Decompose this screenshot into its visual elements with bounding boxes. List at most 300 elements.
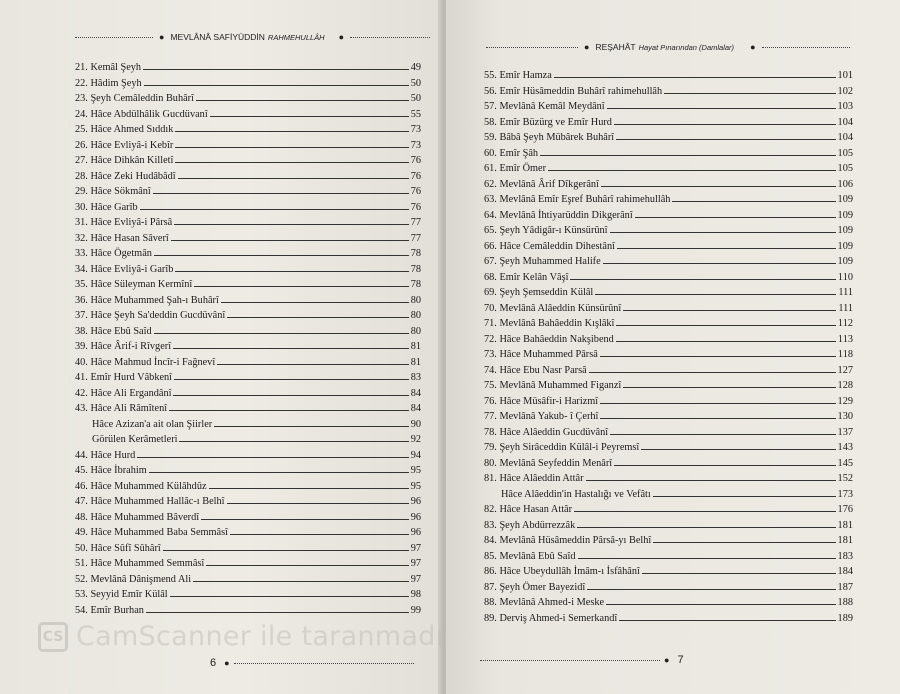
- toc-entry-title: 41. Emîr Hurd Vâbkenî: [75, 372, 173, 383]
- toc-entry: [75, 419, 421, 435]
- toc-entry-page: 109: [837, 194, 853, 205]
- toc-entry-page: 50: [410, 93, 421, 104]
- toc-leader-line: [171, 240, 409, 241]
- toc-entry-page: 152: [837, 473, 853, 484]
- toc-entry-title: 61. Emîr Ömer: [484, 163, 547, 174]
- toc-leader-line: [175, 147, 408, 148]
- toc-entry-page: 94: [410, 449, 421, 461]
- toc-entry-page: 104: [837, 132, 853, 143]
- camscanner-watermark: [38, 621, 444, 652]
- toc-entry: [484, 473, 853, 489]
- toc-leader-line: [154, 255, 409, 256]
- toc-entry-title: 80. Mevlânâ Seyfeddin Menârî: [484, 457, 613, 469]
- toc-entry: [484, 411, 853, 427]
- toc-entry: [75, 543, 421, 559]
- toc-entry-page: 50: [410, 77, 421, 89]
- toc-leader-line: [175, 162, 408, 163]
- toc-entry-title: 27. Hâce Dihkân Killetî: [75, 155, 174, 166]
- toc-entry-title: 81. Hâce Alâeddin Attâr: [484, 473, 584, 484]
- bullet-icon: ●: [584, 42, 590, 52]
- toc-entry-page: 98: [410, 589, 421, 600]
- toc-leader-line: [574, 511, 835, 512]
- toc-entry-title: 76. Hâce Müsâfir-i Harizmî: [484, 395, 599, 407]
- toc-leader-line: [607, 108, 836, 109]
- toc-entry-title: 89. Derviş Ahmed-i Semerkandî: [484, 612, 618, 624]
- toc-leader-line: [623, 387, 835, 388]
- toc-leader-line: [672, 201, 835, 202]
- toc-entry: [75, 589, 421, 605]
- toc-leader-line: [214, 426, 408, 427]
- toc-entry-title: 43. Hâce Ali Râmîtenî: [75, 403, 168, 414]
- toc-leader-line: [169, 410, 409, 411]
- toc-entry: [484, 535, 853, 551]
- header-subtitle: RAHMEHULLÂH: [267, 32, 325, 42]
- toc-entry-title: 78. Hâce Alâeddin Gucdüvânî: [484, 426, 609, 438]
- toc-entry-title: 52. Mevlânâ Dânişmend Ali: [75, 573, 192, 585]
- toc-entry-page: 112: [837, 318, 853, 329]
- toc-entry-page: 49: [410, 62, 421, 73]
- toc-leader-line: [179, 441, 408, 442]
- toc-entry-page: 176: [837, 504, 853, 515]
- toc-leader-line: [614, 465, 835, 466]
- toc-leader-line: [153, 193, 409, 194]
- bullet-icon: ●: [338, 32, 345, 42]
- toc-entry: [75, 109, 421, 125]
- toc-entry-title: 40. Hâce Mahmud İncîr-i Fağnevî: [75, 356, 216, 368]
- toc-entry-page: 97: [410, 542, 421, 554]
- toc-entry-title: 32. Hâce Hasan Sâverî: [75, 232, 169, 244]
- toc-entry-page: 127: [837, 364, 853, 376]
- toc-entry-title: 26. Hâce Evliyâ-i Kebîr: [75, 139, 174, 151]
- toc-entry: [484, 613, 853, 629]
- toc-entry-title: 66. Hâce Cemâleddin Dihestânî: [484, 240, 615, 252]
- toc-entry-page: 76: [410, 155, 421, 166]
- toc-entry-title: 51. Hâce Muhammed Semmâsî: [75, 558, 205, 569]
- toc-entry-page: 105: [837, 163, 853, 174]
- toc-entry-page: 96: [410, 496, 421, 507]
- toc-entry-title: 35. Hâce Süleyman Kermînî: [75, 279, 193, 290]
- toc-entry: [484, 241, 853, 257]
- toc-entry-page: 106: [837, 178, 853, 190]
- toc-entry: [75, 62, 421, 78]
- toc-entry-title: 22. Hâdim Şeyh: [75, 77, 142, 89]
- toc-leader-line: [616, 139, 835, 140]
- toc-entry: [75, 372, 421, 388]
- toc-entry-page: 96: [410, 511, 421, 523]
- toc-entry: [484, 582, 853, 598]
- toc-leader-line: [230, 534, 409, 535]
- toc-leader-line: [217, 364, 409, 365]
- toc-entry: [75, 496, 421, 512]
- toc-entry-title: 31. Hâce Evliyâ-i Pârsâ: [75, 217, 173, 228]
- toc-entry: [484, 318, 853, 334]
- toc-entry-title: 79. Şeyh Sirâceddin Külâl-i Peyremsî: [484, 442, 640, 453]
- toc-leader-line: [146, 612, 409, 613]
- toc-entry-page: 128: [837, 380, 853, 391]
- toc-entry-page: 102: [837, 85, 853, 97]
- left-running-header: [75, 32, 430, 42]
- toc-entry: [484, 365, 853, 381]
- toc-entry-title: 46. Hâce Muhammed Külâhdûz: [75, 480, 207, 492]
- toc-leader-line: [610, 434, 835, 435]
- toc-entry-page: 137: [837, 426, 853, 438]
- toc-entry-page: 173: [837, 488, 853, 500]
- toc-entry-page: 143: [837, 442, 853, 453]
- toc-entry: [484, 504, 853, 520]
- toc-entry-title: 53. Seyyid Emîr Külâl: [75, 589, 168, 600]
- toc-entry: [75, 217, 421, 233]
- toc-entry-page: 90: [410, 418, 421, 430]
- toc-entry-page: 84: [410, 403, 421, 414]
- right-toc-list: [484, 70, 853, 628]
- toc-entry: [484, 489, 853, 505]
- toc-entry-title: 87. Şeyh Ömer Bayezidî: [484, 581, 586, 593]
- toc-entry-page: 189: [837, 612, 853, 624]
- toc-leader-line: [227, 503, 409, 504]
- toc-leader-line: [140, 209, 409, 210]
- toc-entry-page: 77: [410, 232, 421, 244]
- toc-leader-line: [619, 620, 835, 621]
- toc-leader-line: [623, 310, 836, 311]
- toc-entry: [75, 388, 421, 404]
- toc-entry-page: 105: [837, 147, 853, 159]
- header-title: MEVLÂNÂ SAFİYÜDDİN: [170, 32, 265, 42]
- toc-leader-line: [178, 178, 409, 179]
- bullet-icon: ●: [750, 42, 756, 52]
- toc-entry-page: 76: [410, 170, 421, 182]
- left-page-footer: [210, 657, 414, 669]
- toc-entry: [75, 264, 421, 280]
- toc-leader-line: [201, 519, 409, 520]
- toc-entry: [75, 465, 421, 481]
- toc-entry-title: 84. Mevlânâ Hüsâmeddin Pârsâ-yı Belhî: [484, 535, 652, 546]
- toc-leader-line: [210, 116, 409, 117]
- toc-entry-title: 57. Mevlânâ Kemâl Meydânî: [484, 101, 605, 112]
- toc-entry-page: 183: [837, 550, 853, 562]
- toc-entry-page: 78: [410, 279, 421, 290]
- toc-entry: [484, 442, 853, 458]
- toc-entry: [75, 248, 421, 264]
- toc-entry-page: 110: [837, 271, 853, 283]
- toc-entry-title: 44. Hâce Hurd: [75, 449, 136, 461]
- toc-entry: [484, 551, 853, 567]
- toc-leader-line: [606, 604, 835, 605]
- toc-entry-title: 49. Hâce Muhammed Baba Semmâsî: [75, 527, 228, 538]
- toc-entry-page: 92: [410, 434, 421, 445]
- bullet-icon: ●: [664, 655, 670, 665]
- toc-leader-line: [653, 542, 835, 543]
- toc-leader-line: [206, 565, 408, 566]
- toc-entry-title: Görülen Kerâmetleri: [92, 434, 178, 445]
- toc-entry-title: 69. Şeyh Şemseddin Külâl: [484, 287, 594, 298]
- toc-entry: [75, 186, 421, 202]
- toc-entry: [75, 450, 421, 466]
- toc-entry-title: 62. Mevlânâ Ârif Dîkgerânî: [484, 178, 599, 190]
- toc-entry-title: 86. Hâce Ubeydullâh İmâm-ı İsfâhânî: [484, 566, 640, 577]
- toc-entry-title: 38. Hâce Ebû Saîd: [75, 325, 152, 337]
- page-number: 6: [210, 657, 217, 669]
- toc-entry-title: Hâce Azizan'a ait olan Şiirler: [92, 418, 213, 430]
- toc-entry-page: 77: [410, 217, 421, 228]
- toc-entry-page: 113: [837, 333, 853, 345]
- toc-entry-title: 24. Hâce Abdülhâlik Gucdüvanî: [75, 108, 208, 120]
- toc-leader-line: [610, 232, 836, 233]
- toc-entry: [75, 357, 421, 373]
- toc-entry-title: 50. Hâce Sûfî Sûhârî: [75, 542, 161, 554]
- left-toc-list: [75, 62, 421, 620]
- left-page: [0, 0, 442, 694]
- toc-entry: [484, 380, 853, 396]
- toc-entry-title: 37. Hâce Şeyh Sa'deddin Gucdüvânî: [75, 310, 226, 321]
- toc-entry-title: 85. Mevlânâ Ebû Saîd: [484, 550, 576, 562]
- bullet-icon: ●: [224, 658, 230, 668]
- toc-entry-page: 84: [410, 387, 421, 399]
- toc-entry-title: 58. Emîr Büzürg ve Emîr Hurd: [484, 116, 612, 128]
- toc-entry-title: 54. Emîr Burhan: [75, 604, 144, 616]
- toc-leader-line: [595, 294, 836, 295]
- toc-entry: [75, 310, 421, 326]
- toc-entry-title: 73. Hâce Muhammed Pârsâ: [484, 349, 598, 360]
- toc-entry: [484, 117, 853, 133]
- toc-entry: [75, 527, 421, 543]
- toc-entry-title: 67. Şeyh Muhammed Halife: [484, 256, 601, 267]
- toc-entry-title: 83. Şeyh Abdürrezzâk: [484, 519, 576, 531]
- toc-entry-title: 21. Kemâl Şeyh: [75, 62, 142, 73]
- toc-entry-title: 65. Şeyh Yâdigâr-ı Künsürûnî: [484, 225, 608, 236]
- toc-leader-line: [653, 496, 836, 497]
- toc-entry-page: 103: [837, 101, 853, 112]
- header-dotted-leader: [486, 47, 578, 48]
- toc-entry: [484, 86, 853, 102]
- toc-entry-title: Hâce Alâeddin'in Hastalığı ve Vefâtı: [501, 488, 651, 500]
- toc-entry: [484, 210, 853, 226]
- toc-entry: [75, 78, 421, 94]
- toc-entry-page: 76: [410, 201, 421, 213]
- toc-entry-page: 81: [410, 341, 421, 352]
- toc-entry-title: 25. Hâce Ahmed Sıddık: [75, 124, 174, 135]
- header-dotted-leader: [75, 37, 153, 38]
- toc-entry-title: 55. Emîr Hamza: [484, 70, 552, 81]
- toc-leader-line: [614, 124, 836, 125]
- toc-entry-title: 72. Hâce Bahâeddin Nakşibend: [484, 333, 614, 345]
- toc-entry: [75, 233, 421, 249]
- toc-entry-page: 129: [837, 395, 853, 407]
- toc-entry: [484, 458, 853, 474]
- toc-leader-line: [227, 317, 408, 318]
- toc-entry-page: 118: [837, 349, 853, 360]
- toc-leader-line: [635, 217, 836, 218]
- toc-entry-page: 109: [837, 256, 853, 267]
- toc-entry: [75, 155, 421, 171]
- toc-entry-page: 80: [410, 325, 421, 337]
- toc-entry: [484, 334, 853, 350]
- toc-leader-line: [170, 596, 409, 597]
- toc-entry: [484, 303, 853, 319]
- toc-entry-page: 187: [837, 581, 853, 593]
- toc-leader-line: [617, 248, 836, 249]
- toc-leader-line: [616, 341, 836, 342]
- toc-entry-title: 68. Emîr Kelân Vâşî: [484, 271, 569, 283]
- bullet-icon: ●: [159, 32, 165, 42]
- watermark-text: CamScanner ile taranmadı: [76, 621, 444, 652]
- toc-entry: [75, 558, 421, 574]
- toc-leader-line: [577, 527, 835, 528]
- toc-leader-line: [174, 379, 409, 380]
- toc-leader-line: [540, 155, 835, 156]
- toc-entry-page: 130: [837, 411, 853, 422]
- toc-entry-title: 30. Hâce Garîb: [75, 201, 138, 213]
- toc-entry-page: 181: [837, 519, 853, 531]
- toc-entry-title: 60. Emîr Şâh: [484, 147, 539, 159]
- toc-leader-line: [641, 449, 835, 450]
- toc-entry-title: 63. Mevlânâ Emîr Eşref Buhârî rahimehullâh: [484, 194, 671, 205]
- toc-entry-page: 78: [410, 248, 421, 259]
- right-page-footer: [480, 654, 684, 666]
- toc-entry-page: 109: [837, 240, 853, 252]
- header-subtitle: Hayat Pınarından (Damlalar): [638, 42, 735, 52]
- toc-entry-page: 97: [410, 573, 421, 585]
- toc-leader-line: [175, 131, 408, 132]
- toc-leader-line: [554, 77, 836, 78]
- toc-entry-title: 34. Hâce Evliyâ-i Garîb: [75, 263, 174, 275]
- toc-entry-page: 111: [838, 287, 853, 298]
- toc-entry: [75, 574, 421, 590]
- toc-entry-page: 104: [837, 116, 853, 128]
- camscanner-logo-icon: CS: [38, 622, 68, 652]
- toc-entry: [75, 124, 421, 140]
- toc-leader-line: [616, 325, 836, 326]
- header-dotted-leader: [762, 47, 850, 48]
- toc-entry-title: 75. Mevlânâ Muhammed Figanzî: [484, 380, 622, 391]
- toc-entry: [484, 194, 853, 210]
- toc-leader-line: [209, 488, 409, 489]
- toc-leader-line: [163, 550, 409, 551]
- toc-entry: [484, 132, 853, 148]
- page-number: 7: [677, 654, 684, 666]
- toc-entry: [75, 140, 421, 156]
- toc-entry-title: 70. Mevlânâ Alâeddin Künsürûnî: [484, 302, 622, 314]
- toc-entry: [484, 148, 853, 164]
- toc-entry: [75, 295, 421, 311]
- toc-entry-title: 47. Hâce Muhammed Hallâc-ı Belhî: [75, 496, 225, 507]
- toc-leader-line: [586, 480, 836, 481]
- toc-leader-line: [193, 581, 409, 582]
- toc-entry: [75, 326, 421, 342]
- toc-entry: [484, 272, 853, 288]
- toc-entry-page: 188: [837, 597, 853, 608]
- toc-entry-page: 73: [410, 124, 421, 135]
- footer-dotted-leader: [234, 663, 414, 664]
- toc-entry: [75, 341, 421, 357]
- toc-leader-line: [174, 224, 408, 225]
- toc-entry-page: 111: [838, 302, 853, 314]
- toc-entry: [75, 279, 421, 295]
- toc-entry-title: 28. Hâce Zeki Hudâbâdî: [75, 170, 176, 182]
- toc-leader-line: [600, 418, 835, 419]
- toc-entry: [484, 396, 853, 412]
- toc-leader-line: [642, 573, 836, 574]
- toc-entry: [484, 349, 853, 365]
- toc-entry-title: 36. Hâce Muhammed Şah-ı Buhârî: [75, 294, 219, 306]
- toc-entry-title: 48. Hâce Muhammed Bâverdî: [75, 511, 200, 523]
- toc-entry: [484, 101, 853, 117]
- toc-entry: [75, 605, 421, 621]
- toc-leader-line: [600, 403, 835, 404]
- toc-entry-title: 74. Hâce Ebu Nasr Parsâ: [484, 364, 587, 376]
- toc-leader-line: [589, 372, 836, 373]
- toc-leader-line: [173, 395, 408, 396]
- toc-entry-page: 181: [837, 535, 853, 546]
- toc-entry-title: 42. Hâce Ali Ergandânî: [75, 387, 172, 399]
- toc-entry-page: 76: [410, 186, 421, 197]
- toc-leader-line: [194, 286, 408, 287]
- toc-entry-page: 80: [410, 294, 421, 306]
- toc-entry: [484, 179, 853, 195]
- toc-leader-line: [548, 170, 835, 171]
- toc-entry: [75, 403, 421, 419]
- toc-entry-title: 29. Hâce Sökmânî: [75, 186, 151, 197]
- toc-leader-line: [196, 100, 409, 101]
- toc-entry-page: 95: [410, 465, 421, 476]
- toc-leader-line: [173, 348, 409, 349]
- toc-entry: [484, 225, 853, 241]
- toc-entry: [75, 512, 421, 528]
- toc-entry-title: 88. Mevlânâ Ahmed-i Meske: [484, 597, 605, 608]
- toc-entry: [484, 287, 853, 303]
- toc-entry-title: 45. Hâce İbrahim: [75, 465, 147, 476]
- toc-entry-page: 99: [410, 604, 421, 616]
- header-dotted-leader: [350, 37, 430, 38]
- toc-entry-page: 78: [410, 263, 421, 275]
- toc-entry: [75, 93, 421, 109]
- toc-entry-title: 23. Şeyh Cemâleddin Buhârî: [75, 93, 194, 104]
- toc-entry-page: 109: [837, 225, 853, 236]
- footer-dotted-leader: [480, 660, 660, 661]
- toc-entry-page: 81: [410, 356, 421, 368]
- toc-entry-title: 33. Hâce Ögetmân: [75, 248, 152, 259]
- toc-entry: [484, 566, 853, 582]
- toc-leader-line: [137, 457, 408, 458]
- toc-entry: [484, 70, 853, 86]
- header-title: REŞAHÂT: [595, 42, 636, 52]
- toc-entry-page: 73: [410, 139, 421, 151]
- toc-entry: [484, 427, 853, 443]
- toc-entry-page: 83: [410, 372, 421, 383]
- toc-entry: [75, 481, 421, 497]
- toc-entry-title: 77. Mevlânâ Yakub- î Çerhî: [484, 411, 599, 422]
- toc-leader-line: [154, 333, 409, 334]
- toc-leader-line: [570, 279, 835, 280]
- toc-leader-line: [587, 589, 835, 590]
- toc-entry-title: 71. Mevlânâ Bahâeddin Kışlâkî: [484, 318, 615, 329]
- toc-entry-title: 56. Emîr Hüsâmeddin Buhârî rahimehullâh: [484, 85, 663, 97]
- toc-leader-line: [144, 85, 409, 86]
- toc-entry-page: 109: [837, 209, 853, 221]
- toc-entry-page: 55: [410, 108, 421, 120]
- toc-entry: [484, 597, 853, 613]
- toc-entry-page: 96: [410, 527, 421, 538]
- toc-entry: [75, 202, 421, 218]
- toc-entry-page: 97: [410, 558, 421, 569]
- toc-entry-title: 64. Mevlânâ İhtiyarüddin Dikgerânî: [484, 209, 633, 221]
- toc-entry: [484, 163, 853, 179]
- toc-leader-line: [578, 558, 836, 559]
- toc-entry-page: 101: [837, 70, 853, 81]
- toc-leader-line: [664, 93, 835, 94]
- toc-leader-line: [149, 472, 409, 473]
- toc-entry: [75, 171, 421, 187]
- toc-entry-page: 80: [410, 310, 421, 321]
